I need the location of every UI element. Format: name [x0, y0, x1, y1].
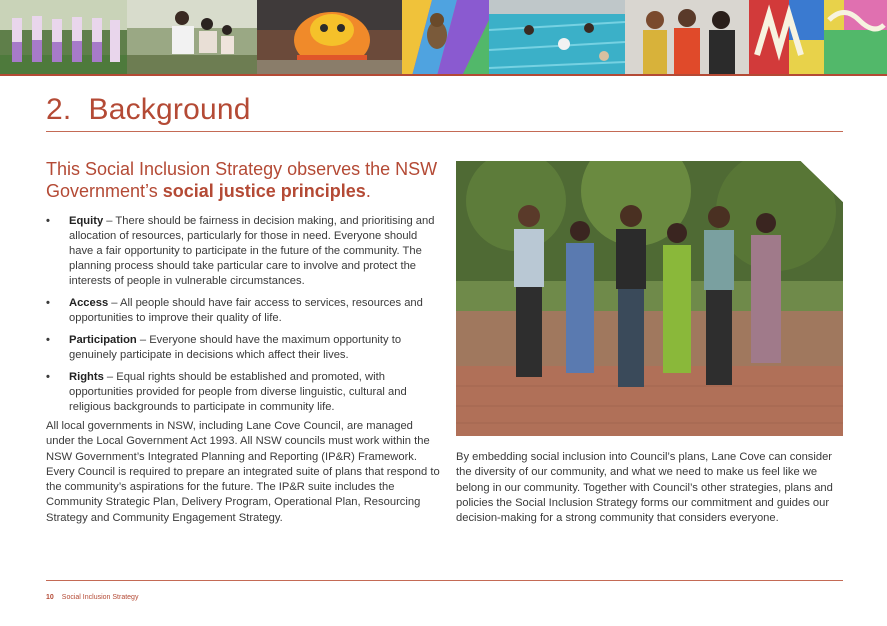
banner-photo-mural: [749, 0, 887, 76]
principle-term: Access: [69, 297, 109, 309]
banner-photo-family: [127, 0, 257, 76]
banner-photo-swimming-pool: [489, 0, 625, 76]
principle-text: – Equal rights should be established and promoted, with opportunities provided for people from diverse linguistic, cultural and religious backgrounds to participate in community life.: [69, 371, 407, 413]
footer-document-title: Social Inclusion Strategy: [61, 594, 139, 601]
section-heading: [46, 93, 251, 127]
list-item: [46, 370, 441, 415]
bullet: •: [46, 215, 50, 227]
header-photo-banner: [0, 0, 887, 76]
lead-suffix: .: [365, 181, 371, 201]
principle-text: – There should be fairness in decision making, and prioritising and allocation of resources, particularly for those in need. Everyone should have a fair opportunity to participate in the future of the community. The planning process should take particular care to involve and protect the interests of people in vulnerable circumstances.: [69, 215, 435, 287]
group-photo: [456, 161, 843, 436]
body-paragraph-right: By embedding social inclusion into Council’s plans, Lane Cove can consider the diversity of our community, and what we need to make us feel like we belong in our community. Together with Council’s other strategies, plans and policies the Social Inclusion Strategy forms our commitment and guides our decision-making for a strong community that considers everyone.: [456, 451, 833, 525]
banner-photo-women: [625, 0, 749, 76]
bullet: •: [46, 371, 50, 383]
list-item: [46, 296, 441, 326]
page-footer: [46, 594, 138, 601]
principle-term: Equity: [69, 215, 104, 227]
lead-text: This Social Inclusion Strategy observes the NSW Government’s: [46, 159, 438, 201]
section-number: 2.: [46, 93, 72, 126]
bullet: •: [46, 297, 50, 309]
list-item: [46, 214, 441, 289]
banner-photo-rainbow-crossing: [402, 0, 489, 76]
section-title: Background: [88, 93, 251, 126]
principle-text: – All people should have fair access to services, resources and opportunities to improve their quality of life.: [69, 297, 423, 324]
footer-rule: [46, 580, 843, 581]
list-item: [46, 333, 441, 363]
lead-emphasis: social justice principles: [162, 181, 366, 201]
page-number: 10: [46, 594, 54, 601]
bullet: •: [46, 334, 50, 346]
principle-term: Rights: [69, 371, 104, 383]
body-paragraph-left: All local governments in NSW, including Lane Cove Council, are managed under the Local Government Act 1993. All NSW councils must work within the NSW Government’s Integrated Planning and Reporting (IP&R) Framework. Every Council is required to prepare an integrated suite of plans that respond to the community’s aspirations for the future. The IP&R suite includes the Community Strategic Plan, Delivery Program, Operational Plan, Resourcing Strategy and Community Engagement Strategy.: [46, 420, 440, 524]
heading-rule: [46, 131, 843, 132]
banner-photo-dancers: [0, 0, 127, 76]
principle-term: Participation: [69, 334, 137, 346]
banner-photo-lion-dance: [257, 0, 402, 76]
principles-list: [46, 214, 441, 422]
lead-statement: [46, 158, 446, 202]
banner-rule: [0, 74, 887, 76]
principle-text: – Everyone should have the maximum opportunity to genuinely participate in decisions which affect their lives.: [69, 334, 402, 361]
